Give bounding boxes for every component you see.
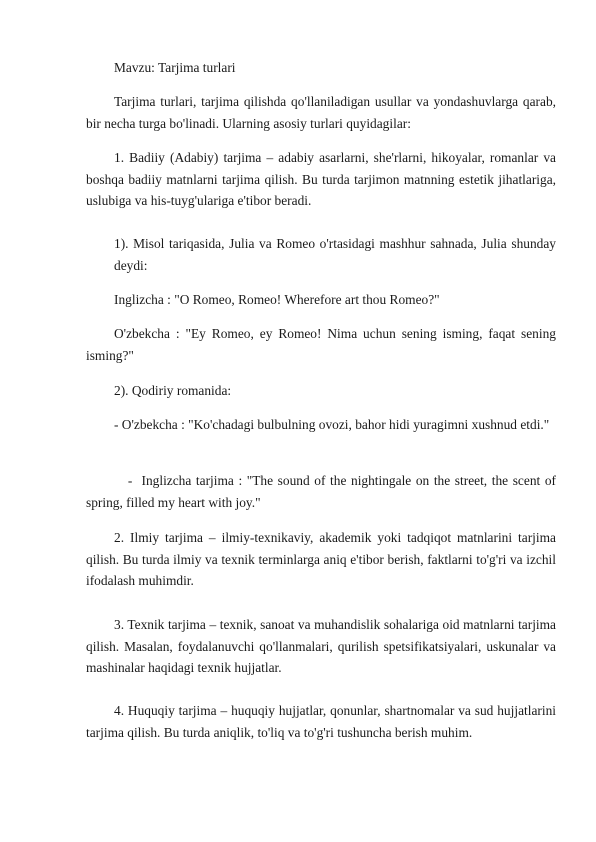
example-1-intro: 1). Misol tariqasida, Julia va Romeo o'rtasidagi mashhur sahnada, Julia shunday deydi: xyxy=(114,236,556,273)
technical-translation-paragraph: 3. Texnik tarjima – texnik, sanoat va muhandislik sohalariga oid matnlarni tarjima qilish. Masalan, foydalanuvchi qo'llanmalari, qurilish spetsifikatsiyalari, uskunalar va mashinalar haqidagi texnik hujjatlar. xyxy=(86,617,556,675)
english-quote-1: Inglizcha : "O Romeo, Romeo! Wherefore art thou Romeo?" xyxy=(114,292,440,307)
topic-heading: Mavzu: Tarjima turlari xyxy=(114,60,236,75)
english-quote-2: - Inglizcha tarjima : "The sound of the nightingale on the street, the scent of spring, filled my heart with joy." xyxy=(86,473,560,510)
literary-translation-paragraph: 1. Badiiy (Adabiy) tarjima – adabiy asarlarni, she'rlarni, hikoyalar, romanlar va boshqa badiiy matnlarni tarjima qilish. Bu turda tarjimon matnning estetik jihatlariga, uslubiga va his-tuyg'ulariga e'tibor beradi. xyxy=(86,150,556,208)
scientific-translation-paragraph: 2. Ilmiy tarjima – ilmiy-texnikaviy, akademik yoki tadqiqot matnlarini tarjima qilish. Bu turda ilmiy va texnik terminlarga aniq e'tibor berish, faktlarni to'g'ri va izchil ifodalash muhimdir. xyxy=(86,530,556,588)
uzbek-quote-2: - O'zbekcha : "Ko'chadagi bulbulning ovozi, bahor hidi yuragimni xushnud etdi." xyxy=(114,417,550,432)
intro-paragraph: Tarjima turlari, tarjima qilishda qo'llaniladigan usullar va yondashuvlarga qarab, bir necha turga bo'linadi. Ularning asosiy turlari quyidagilar: xyxy=(86,94,556,131)
legal-translation-paragraph: 4. Huquqiy tarjima – huquqiy hujjatlar, qonunlar, shartnomalar va sud hujjatlarini tarjima qilish. Bu turda aniqlik, to'liq va to'g'ri tushuncha berish muhim. xyxy=(86,703,556,740)
example-2-intro: 2). Qodiriy romanida: xyxy=(114,383,232,398)
uzbek-quote-1: O'zbekcha : "Ey Romeo, ey Romeo! Nima uchun sening isming, faqat sening isming?" xyxy=(86,326,556,363)
